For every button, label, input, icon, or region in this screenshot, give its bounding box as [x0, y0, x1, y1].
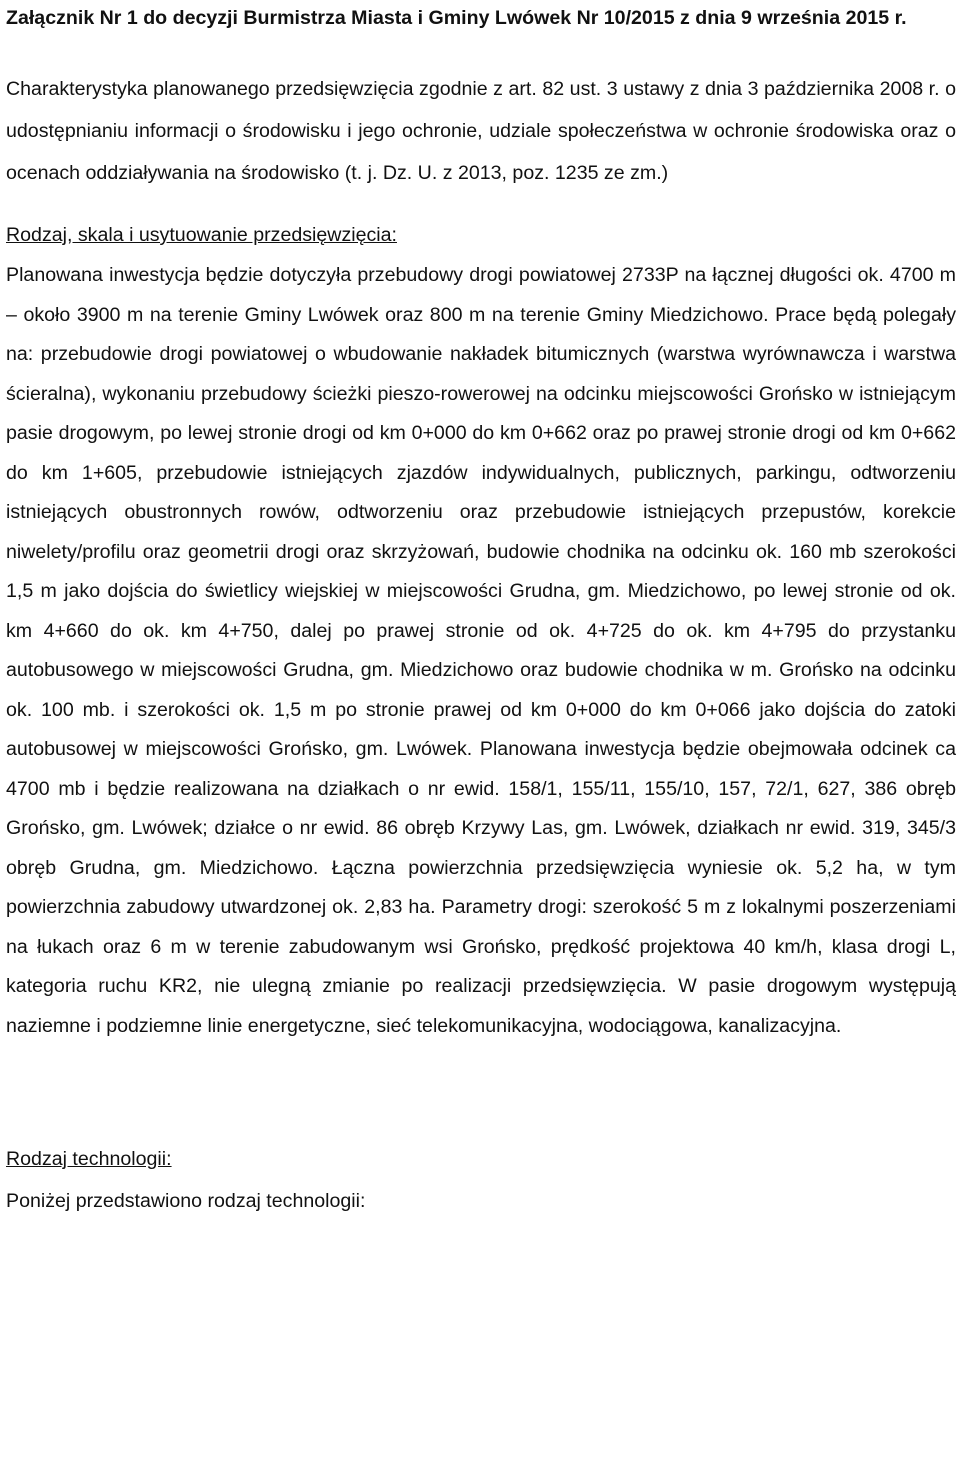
section-body-scale-location: Planowana inwestycja będzie dotyczyła przebudowy drogi powiatowej 2733P na łącznej długości ok. 4700 m – około 3900 m na terenie Gminy Lwówek oraz 800 m na terenie Gminy Miedzichowo. Prace będą polegały na: przebudowie drogi powiatowej o wbudowanie nakładek bitumicznych (warstwa wyrównawcza i warstwa ścieralna), wykonaniu przebudowy ścieżki pieszo-rowerowej na odcinku miejscowości Grońsko w istniejącym pasie drogowym, po lewej stronie drogi od km 0+000 do km 0+662 oraz po prawej stronie drogi od km 0+662 do km 1+605, przebudowie istniejących zjazdów indywidualnych, publicznych, parkingu, odtworzeniu istniejących obustronnych rowów, odtworzeniu oraz przebudowie istniejących przepustów, korekcie niwelety/profilu oraz geometrii drogi oraz skrzyżowań, budowie chodnika na odcinku ok. 160 mb szerokości 1,5 m jako dojścia do świetlicy wiejskiej w miejscowości Grudna, gm. Miedzichowo, po lewej stronie od ok. km 4+660 do ok. km 4+750, dalej po prawej stronie od ok. 4+725 do ok. km 4+795 do przystanku autobusowego w miejscowości Grudna, gm. Miedzichowo oraz budowie chodnika w m. Grońsko na odcinku ok. 100 mb. i szerokości ok. 1,5 m po stronie prawej od km 0+000 do km 0+066 jako dojścia do zatoki autobusowej w miejscowości Grońsko, gm. Lwówek. Planowana inwestycja będzie obejmowała odcinek ca 4700 mb i będzie realizowana na działkach o nr ewid. 158/1, 155/11, 155/10, 157, 72/1, 627, 386 obręb Grońsko, gm. Lwówek; działce o nr ewid. 86 obręb Krzywy Las, gm. Lwówek, działkach nr ewid. 319, 345/3 obręb Grudna, gm. Miedzichowo. Łączna powierzchnia przedsięwzięcia wyniesie ok. 5,2 ha, w tym powierzchnia zabudowy utwardzonej ok. 2,83 ha. Parametry drogi: szerokość 5 m z lokalnymi poszerzeniami na łukach oraz 6 m w terenie zabudowanym wsi Grońsko, prędkość projektowa 40 km/h, klasa drogi L, kategoria ruchu KR2, nie ulegną zmianie po realizacji przedsięwzięcia. W pasie drogowym występują naziemne i podziemne linie energetyczne, sieć telekomunikacyjna, wodociągowa, kanalizacyjna.: [6, 264, 956, 1037]
section-heading-scale-location: Rodzaj, skala i usytuowanie przedsięwzięcia:: [6, 224, 397, 246]
document-title: Załącznik Nr 1 do decyzji Burmistrza Miasta i Gminy Lwówek Nr 10/2015 z dnia 9 września 2015 r.: [6, 7, 907, 29]
section-intro-technology: Poniżej przedstawiono rodzaj technologii:: [6, 1190, 366, 1212]
document-page: [6, 0, 956, 1222]
document-lead-paragraph: Charakterystyka planowanego przedsięwzięcia zgodnie z art. 82 ust. 3 ustawy z dnia 3 października 2008 r. o udostępnianiu informacji o środowisku i jego ochronie, udziale społeczeństwa w ochronie środowiska oraz o ocenach oddziaływania na środowisko (t. j. Dz. U. z 2013, poz. 1235 ze zm.): [6, 78, 956, 184]
section-heading-technology: Rodzaj technologii:: [6, 1148, 172, 1170]
